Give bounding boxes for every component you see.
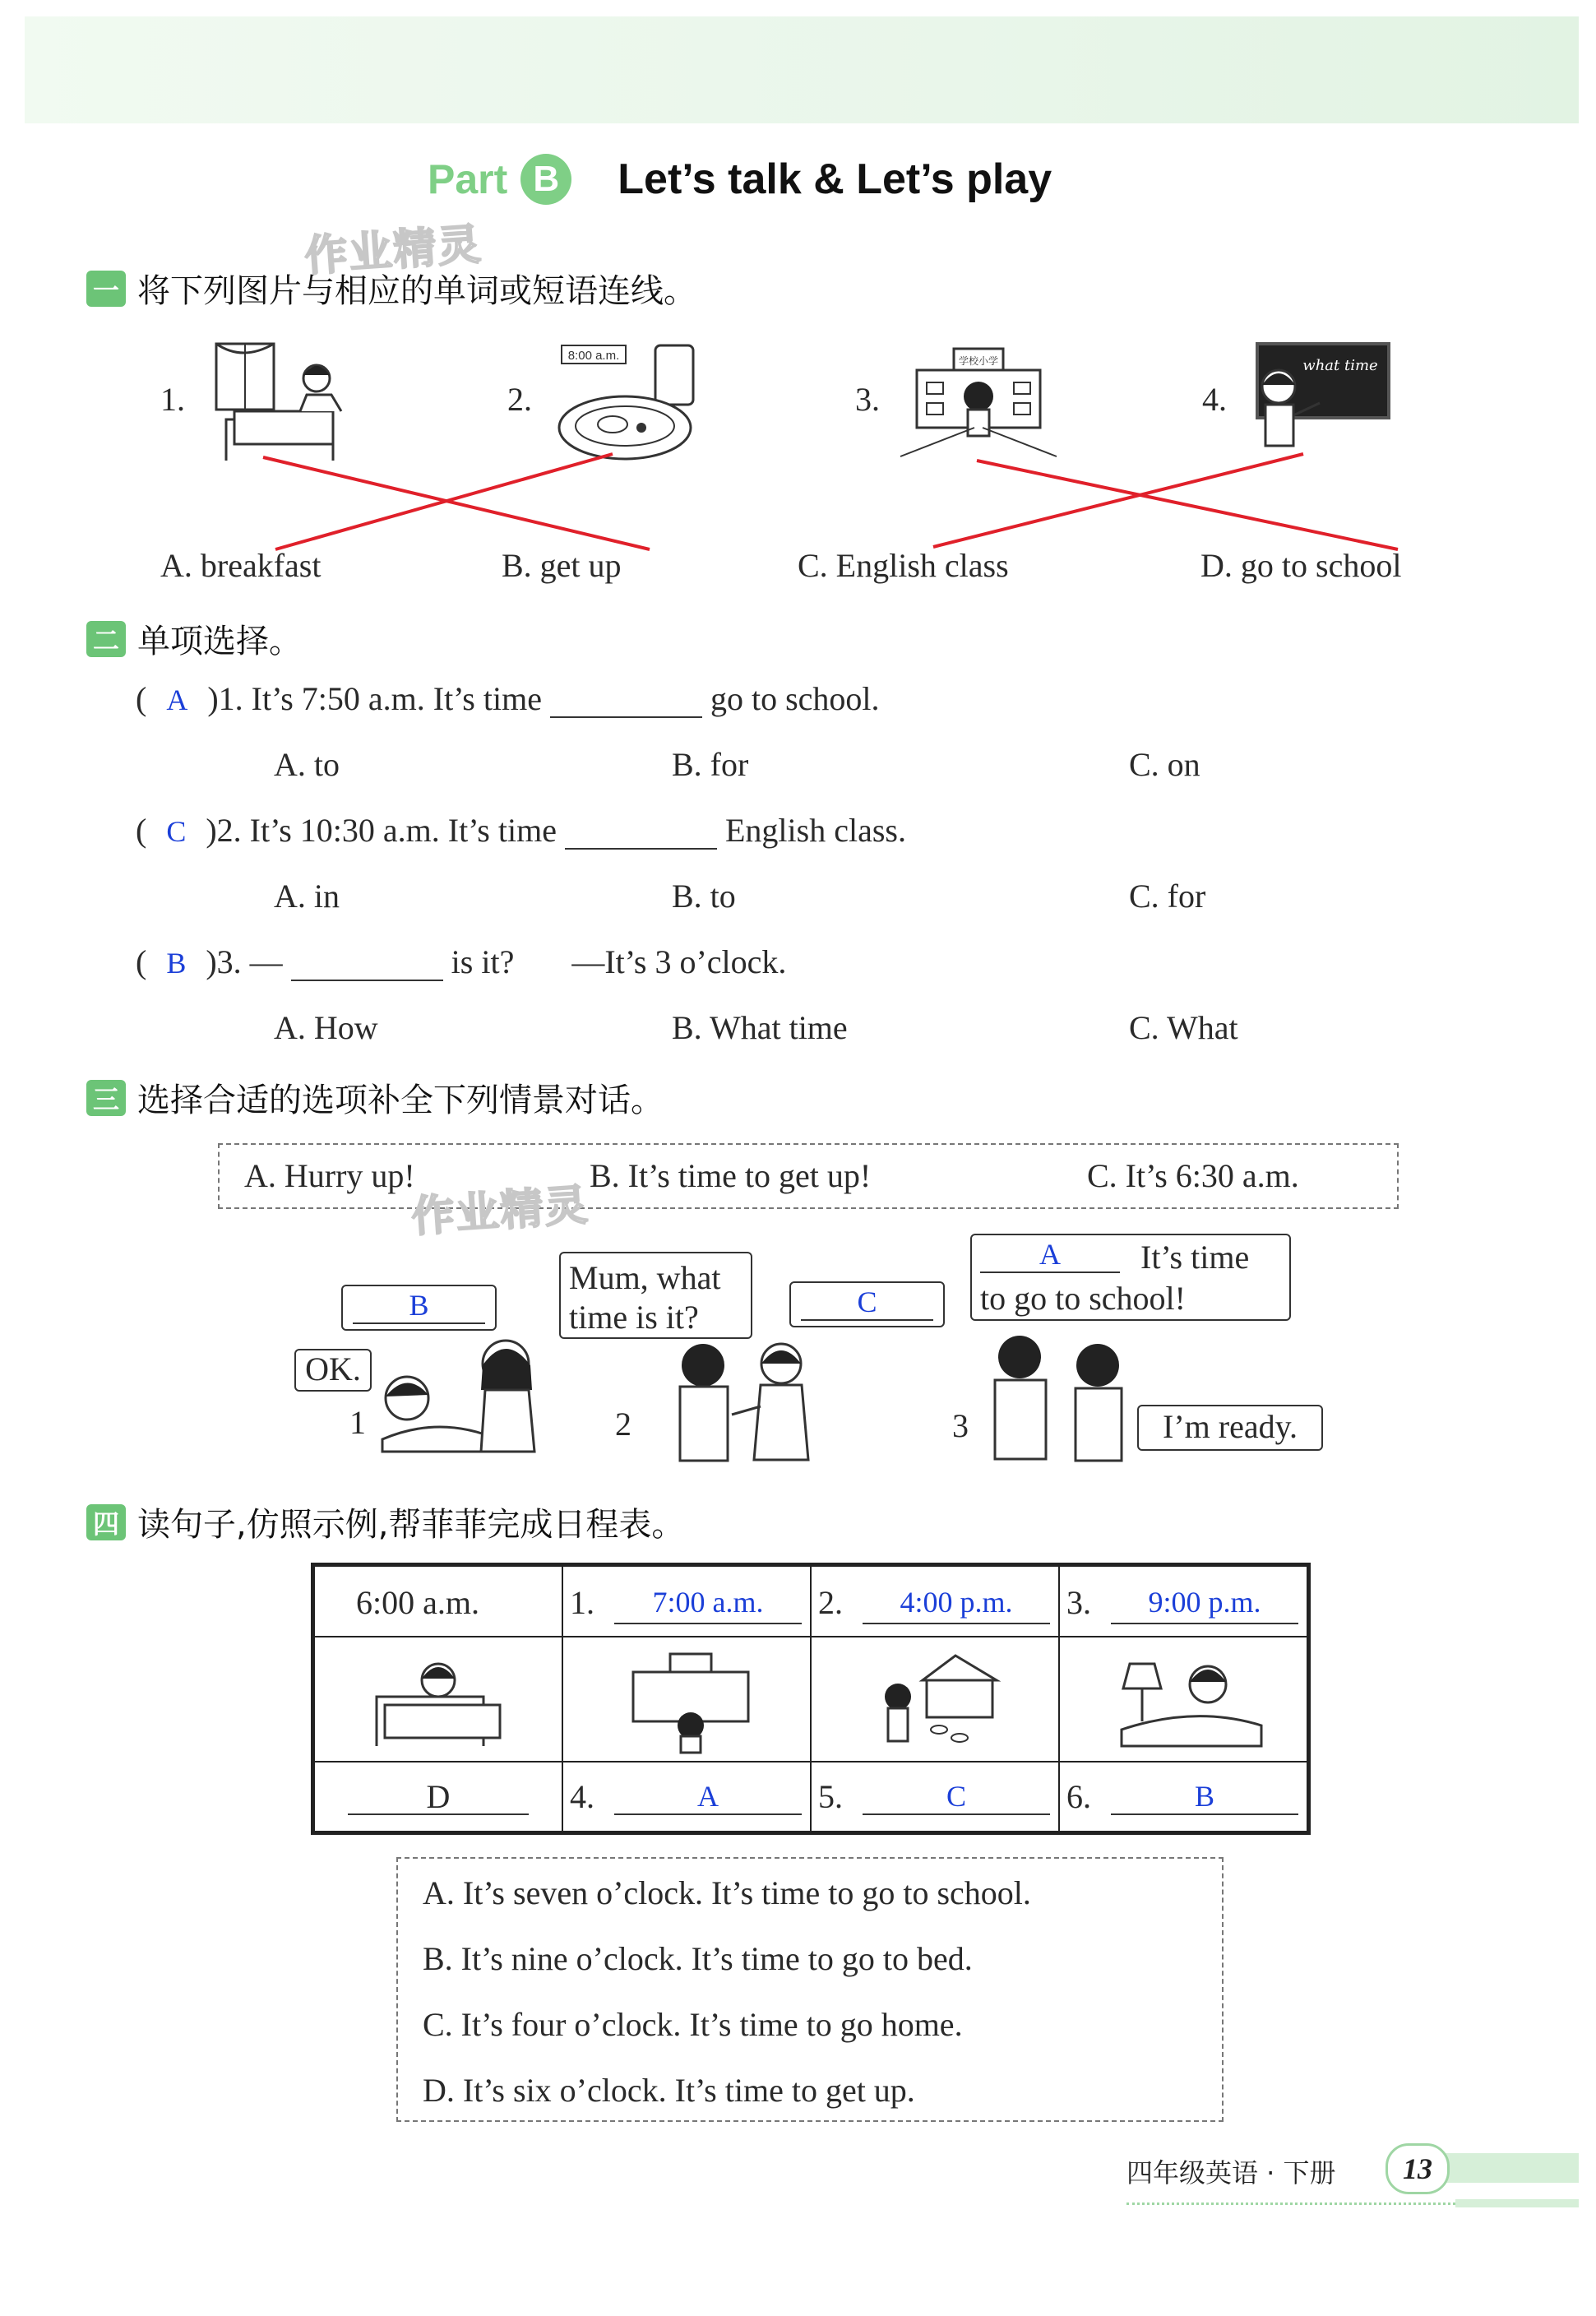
schedule-answer-1: 7:00 a.m. [652, 1586, 764, 1619]
match-line-3 [977, 461, 1398, 549]
q1-option-c: C. on [1129, 746, 1200, 783]
schedule-answer-4: A [697, 1780, 719, 1813]
scene2-question-bubble: Mum, what time is it? [559, 1252, 752, 1339]
match-line-4 [933, 454, 1303, 547]
schedule-answer-3: 9:00 p.m. [1148, 1586, 1261, 1619]
scene3-answer: A [1039, 1238, 1061, 1271]
schedule-time-1: 6:00 a.m. [314, 1566, 562, 1637]
schedule-time-2: 1. 7:00 a.m. [562, 1566, 811, 1637]
picture-number-3: 3. [855, 381, 880, 418]
scene1-number: 1 [349, 1404, 366, 1441]
picture-number-2: 2. [507, 381, 532, 418]
q2-option-b: B. to [672, 878, 736, 915]
question-3-blank [291, 950, 443, 981]
section1-badge: 一 [86, 271, 126, 307]
schedule-answer-5: C [946, 1780, 966, 1813]
section2-heading [86, 615, 302, 662]
match-option-d: D. go to school [1200, 547, 1402, 584]
question-2-answer: C [166, 815, 187, 848]
schedule-time-3: 2. 4:00 p.m. [811, 1566, 1059, 1637]
schedule-letter-2: 4. A [562, 1762, 811, 1832]
choice-b: B. It’s time to get up! [590, 1157, 872, 1194]
lesson-title: Let’s talk & Let’s play [618, 155, 1052, 203]
scene2-picture [654, 1341, 826, 1464]
scene1-reply-bubble: OK. [294, 1349, 372, 1392]
clock-sign-text: 8:00 a.m. [567, 349, 620, 363]
schedule-answer-6: B [1194, 1780, 1214, 1813]
question-3-answer: B [166, 947, 187, 980]
section4-badge: 四 [86, 1504, 126, 1540]
part-badge: B [520, 154, 571, 205]
schedule-example-answer: D [426, 1778, 451, 1815]
question-2: ( C )2. It’s 10:30 a.m. It’s time English class. [136, 812, 906, 849]
scene2-number: 2 [615, 1406, 631, 1443]
schedule-picture-school [562, 1637, 811, 1762]
section3-heading [86, 1074, 664, 1121]
watermark-2: 作业精灵 [409, 1180, 591, 1243]
schedule-answer-2: 4:00 p.m. [900, 1586, 1013, 1619]
scene3-reply-bubble: I’m ready. [1137, 1405, 1323, 1451]
section1-instruction: 将下列图片与相应的单词或短语连线。 [137, 272, 696, 310]
schedule-picture-home [811, 1637, 1059, 1762]
sentence-b: B. It’s nine o’clock. It’s time to go to bed. [423, 1940, 973, 1977]
section3-instruction: 选择合适的选项补全下列情景对话。 [137, 1082, 664, 1119]
sentence-d: D. It’s six o’clock. It’s time to get up. [423, 2072, 915, 2109]
choice-a: A. Hurry up! [244, 1157, 415, 1194]
section4-heading [86, 1498, 684, 1545]
picture-number-1: 1. [160, 381, 185, 418]
watermark-1: 作业精灵 [303, 220, 484, 282]
schedule-time-4: 3. 9:00 p.m. [1059, 1566, 1307, 1637]
match-option-a: A. breakfast [160, 547, 322, 584]
q2-option-a: A. in [274, 878, 340, 915]
scene3-number: 3 [952, 1407, 969, 1444]
schedule-letter-3: 5. C [811, 1762, 1059, 1832]
choice-box [218, 1143, 1399, 1209]
section2-instruction: 单项选择。 [137, 623, 302, 660]
q2-option-c: C. for [1129, 878, 1206, 915]
school-sign-text: 学校小学 [958, 355, 999, 367]
schedule-picture-bed [314, 1637, 562, 1762]
board-text: what time [1302, 357, 1378, 374]
q3-option-a: A. How [274, 1009, 378, 1046]
footer-book-title: 四年级英语 · 下册 [1126, 2157, 1336, 2189]
schedule-picture-bedtime [1059, 1637, 1307, 1762]
matching-lines [0, 0, 1596, 592]
part-label: Part [428, 156, 508, 202]
page-number: 13 [1386, 2143, 1450, 2194]
q1-option-a: A. to [274, 746, 340, 783]
match-line-2 [275, 454, 613, 549]
scene3-speech-bubble: A It’s time to go to school! [970, 1234, 1291, 1321]
section4-instruction: 读句子,仿照示例,帮菲菲完成日程表。 [137, 1506, 685, 1544]
match-option-c: C. English class [798, 547, 1009, 584]
scene2-speech-bubble [789, 1281, 945, 1327]
q3-option-b: B. What time [672, 1009, 848, 1046]
choice-c: C. It’s 6:30 a.m. [1087, 1157, 1299, 1194]
question-1: ( A )1. It’s 7:50 a.m. It’s time go to school. [136, 680, 880, 717]
sentence-box [396, 1857, 1224, 2122]
sentence-c: C. It’s four o’clock. It’s time to go home. [423, 2006, 963, 2043]
question-1-answer: A [166, 683, 188, 716]
section3-badge: 三 [86, 1080, 126, 1116]
question-3: ( B )3. — is it? —It’s 3 o’clock. [136, 943, 787, 980]
scene2-answer: C [857, 1285, 877, 1318]
q3-option-c: C. What [1129, 1009, 1238, 1046]
question-2-blank [565, 818, 717, 850]
question-1-blank [550, 687, 702, 718]
match-option-b: B. get up [502, 547, 622, 584]
q1-option-b: B. for [672, 746, 749, 783]
scene1-picture [374, 1332, 547, 1456]
schedule-letter-4: 6. B [1059, 1762, 1307, 1832]
schedule-table [311, 1563, 1311, 1835]
schedule-letter-1 [314, 1762, 562, 1832]
picture-number-4: 4. [1202, 381, 1227, 418]
section2-badge: 二 [86, 621, 126, 657]
scene1-answer: B [409, 1289, 429, 1322]
scene3-picture [978, 1332, 1143, 1464]
footer-band-lower [1455, 2199, 1579, 2207]
sentence-a: A. It’s seven o’clock. It’s time to go to school. [423, 1874, 1031, 1911]
scene1-speech-bubble [341, 1285, 497, 1331]
